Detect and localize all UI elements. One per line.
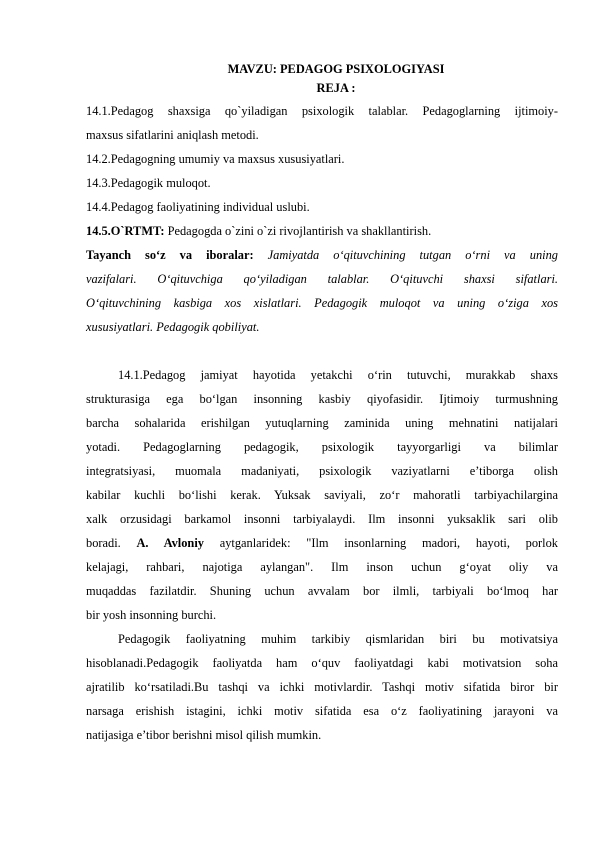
paragraph-1-line-9: kelajagi, rahbari, najotiga aylangan". Ilm inson uchun g‘oyat oliy va xyxy=(86,560,558,574)
paragraph-1-line-7: xalk orzusidagi barkamol insonni tarbiyalaydi. Ilm insonni yuksaklik sari olib xyxy=(86,512,558,526)
keywords-line-4: xususiyatlari. Pedagogik qobiliyat. xyxy=(86,320,260,334)
paragraph-1-line-6: kabilar kuchli bo‘lishi kerak. Yuksak saviyali, zo‘r mahoratli tarbiyachilargina xyxy=(86,488,558,502)
plan-item-4: 14.4.Pedagog faoliyatining individual uslubi. xyxy=(86,200,310,214)
keywords-text-1: Jamiyatda o‘qituvchining tutgan o‘rni va uning xyxy=(253,248,558,262)
paragraph-1-line-10: muqaddas fazilatdir. Shuning uchun avvalam bor ilmli, tarbiyali bo‘lmoq har xyxy=(86,584,558,598)
plan-item-5-label: 14.5.O`RTMT: xyxy=(86,224,165,238)
keywords-line-2: vazifalari. O‘qituvchiga qo‘yiladigan talablar. O‘qituvchi shaxsi sifatlari. xyxy=(86,272,558,286)
paragraph-1-line-8 xyxy=(86,536,558,551)
paragraph-2-line-5: natijasiga e’tibor berishni misol qilish mumkin. xyxy=(86,728,322,742)
paragraph-2-line-1: Pedagogik faoliyatning muhim tarkibiy qismlaridan biri bu motivatsiya xyxy=(118,632,558,646)
author-name: A. Avloniy xyxy=(136,536,204,550)
keywords-line-3: O‘qituvchining kasbiga xos xislatlari. Pedagogik muloqot va uning o‘ziga xos xyxy=(86,296,558,310)
plan-item-1-line-2: maxsus sifatlarini aniqlash metodi. xyxy=(86,128,259,142)
paragraph-1-line-4: yotadi. Pedagoglarning pedagogik, psixologik tayyorgarligi va bilimlar xyxy=(86,440,558,454)
paragraph-1-line-11: bir yosh insonning burchi. xyxy=(86,608,217,622)
keywords-line-1 xyxy=(86,248,558,263)
paragraph-1-line-5: integratsiyasi, muomala madaniyati, psixologik vaziyatlarni e’tiborga olish xyxy=(86,464,558,478)
paragraph-1-line-2: strukturasiga ega bo‘lgan insonning kasbiy qiyofasidir. Ijtimoiy turmushning xyxy=(86,392,558,406)
paragraph-1-line-3: barcha sohalarida erishilgan yutuqlarning zaminida uning mehnatini natijalari xyxy=(86,416,558,430)
document-title: MAVZU: PEDAGOG PSIXOLOGIYASI xyxy=(227,62,445,76)
paragraph-1-line-8-post: aytganlaridek: "Ilm insonlarning madori, hayoti, porlok xyxy=(203,536,558,550)
paragraph-1-line-8-pre: boradi. xyxy=(86,536,137,550)
paragraph-1-line-1: 14.1.Pedagog jamiyat hayotida yetakchi o‘rin tutuvchi, murakkab shaxs xyxy=(118,368,558,382)
keywords-label: Tayanch so‘z va iboralar: xyxy=(86,248,254,262)
paragraph-2-line-3: ajratilib ko‘rsatiladi.Bu tashqi va ichki motivlardir. Tashqi motiv sifatida biror bir xyxy=(86,680,558,694)
plan-item-1-line-1: 14.1.Pedagog shaxsiga qo`yiladigan psixologik talablar. Pedagoglarning ijtimoiy- xyxy=(86,104,558,118)
paragraph-2-line-4: narsaga erishish istagini, ichki motiv sifatida esa o‘z faoliyatining jarayoni va xyxy=(86,704,558,718)
plan-item-2: 14.2.Pedagogning umumiy va maxsus xususiyatlari. xyxy=(86,152,345,166)
plan-item-3: 14.3.Pedagogik muloqot. xyxy=(86,176,211,190)
plan-item-5 xyxy=(86,224,558,239)
plan-heading: REJA : xyxy=(316,81,356,95)
paragraph-2-line-2: hisoblanadi.Pedagogik faoliyatda ham o‘quv faoliyatdagi kabi motivatsion soha xyxy=(86,656,558,670)
plan-item-5-text: Pedagogda o`zini o`zi rivojlantirish va shakllantirish. xyxy=(164,224,432,238)
